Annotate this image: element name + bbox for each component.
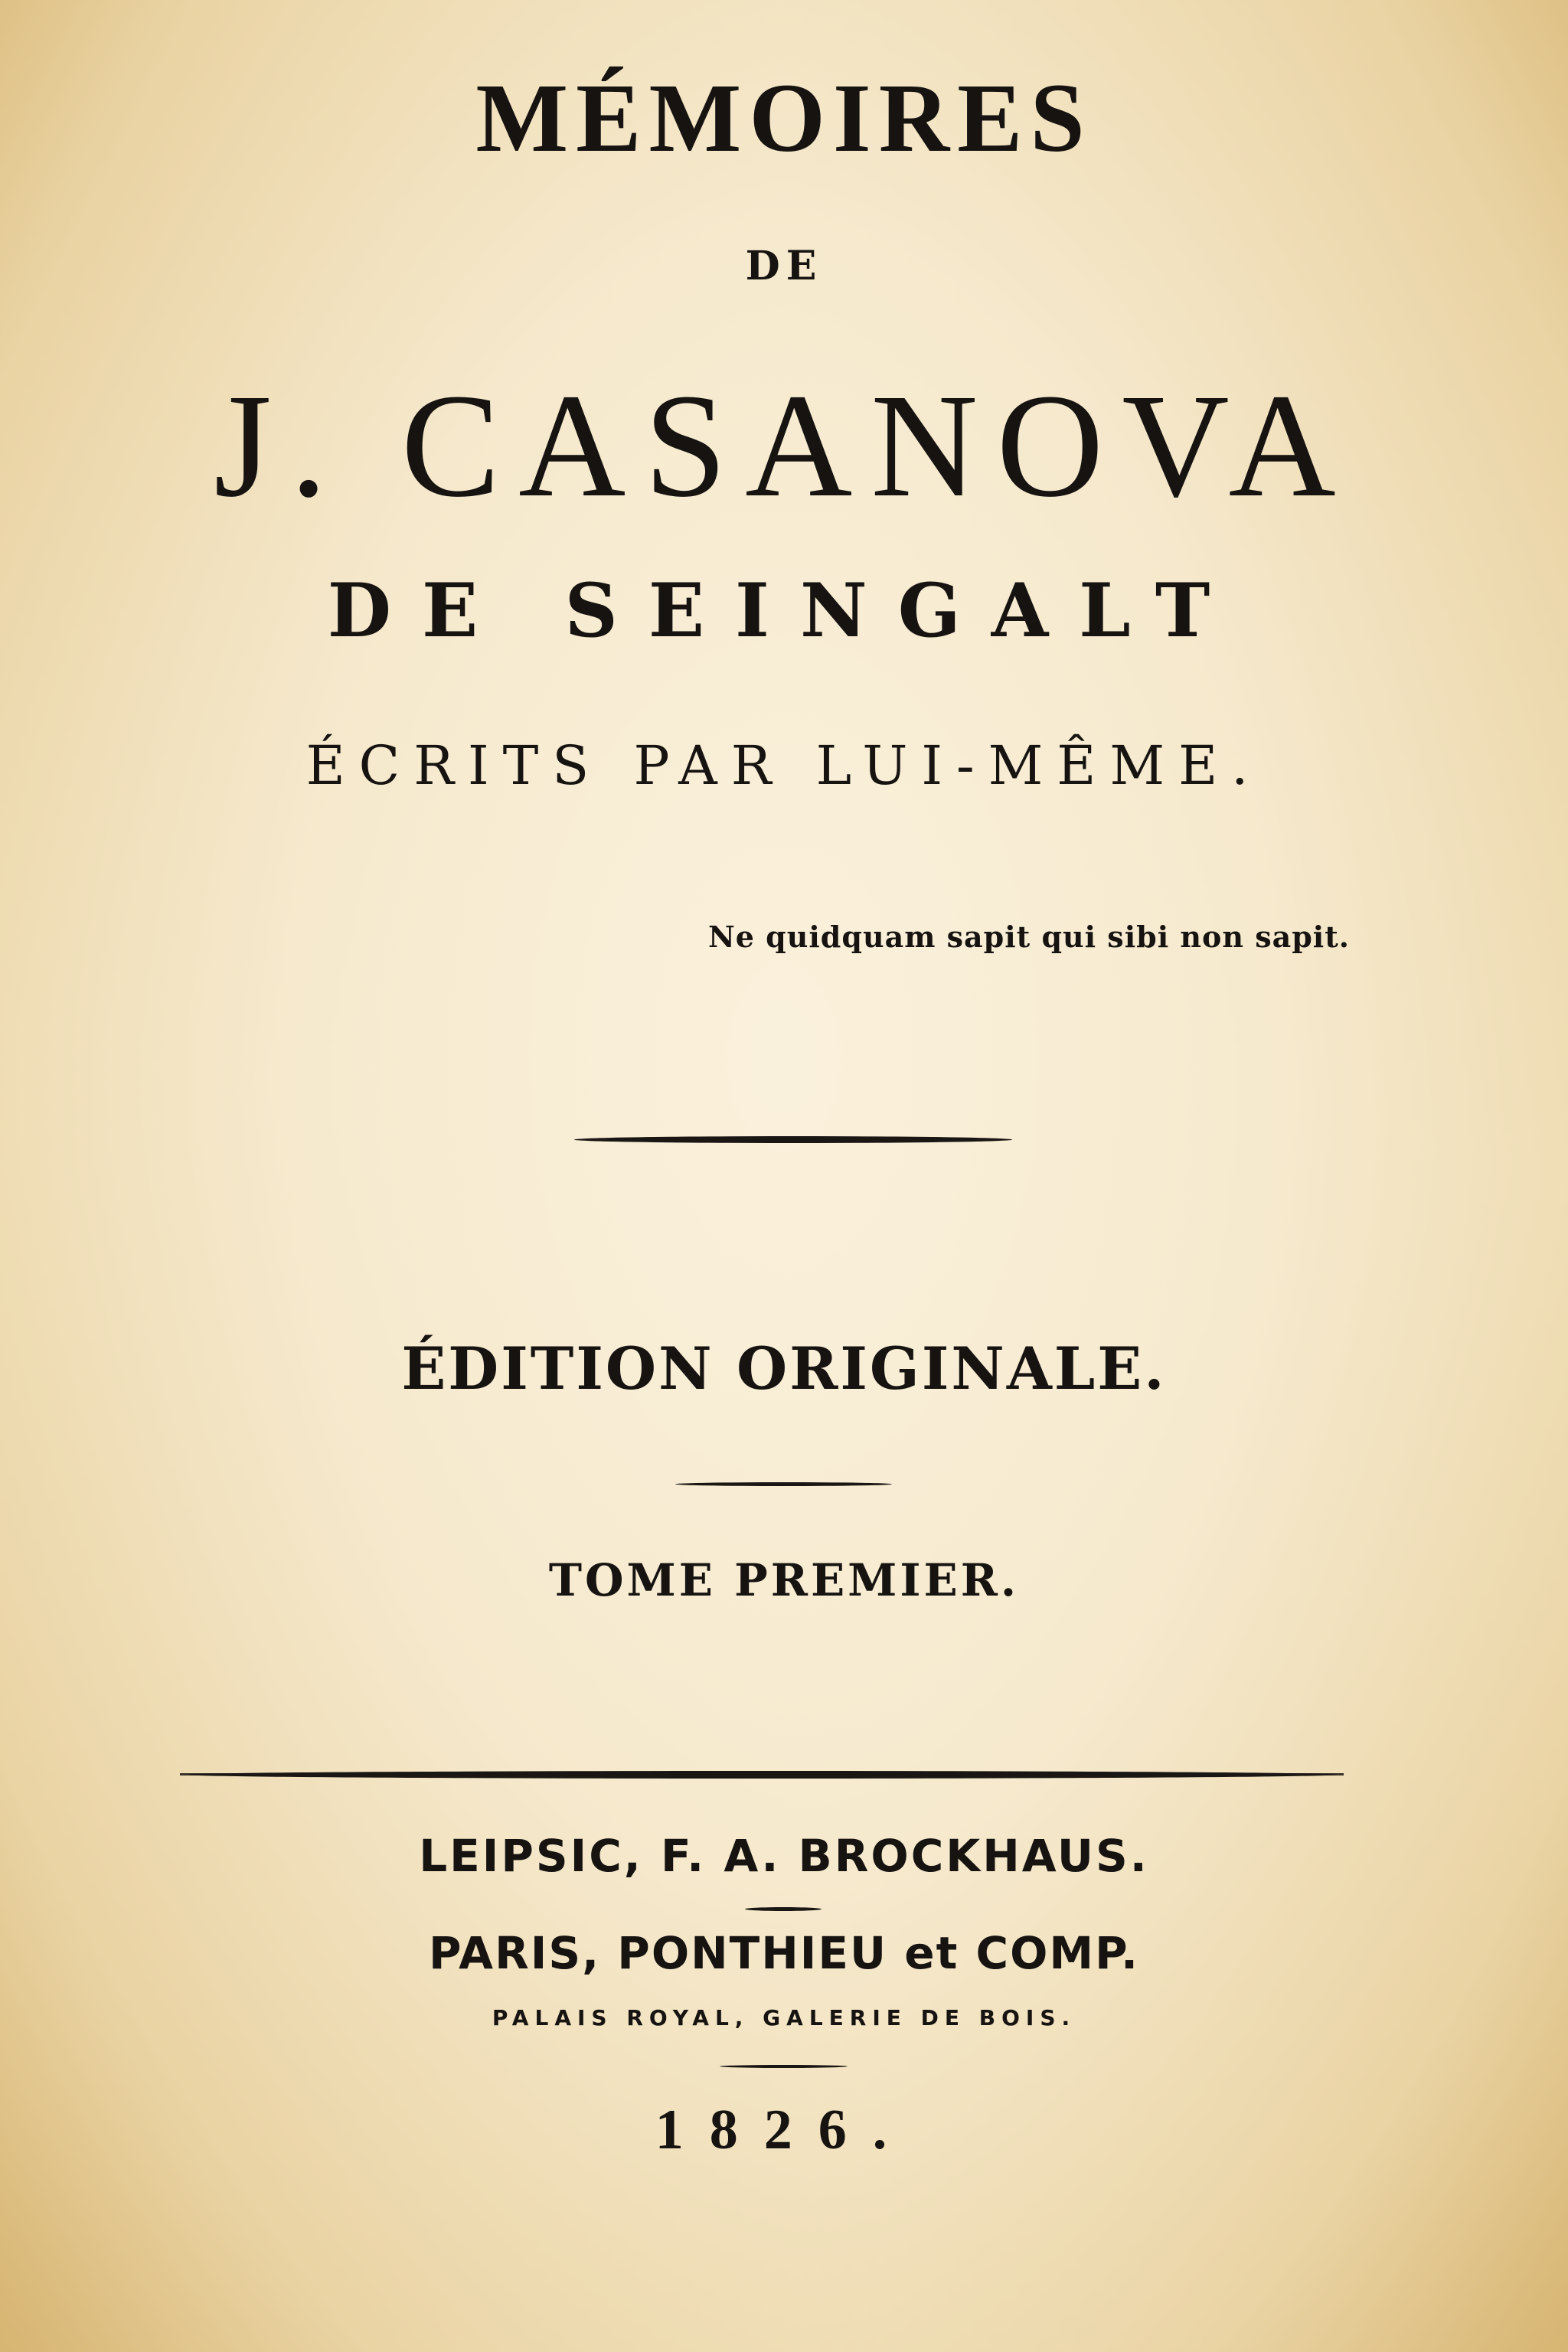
divider-rule-short bbox=[745, 1907, 822, 1911]
divider-rule-long bbox=[188, 1771, 1336, 1779]
title-connector: DE bbox=[745, 243, 823, 289]
author-title: DE SEINGALT bbox=[327, 567, 1241, 654]
divider-rule bbox=[675, 1482, 892, 1486]
divider-rule-short bbox=[720, 2065, 848, 2068]
publisher-leipzig: LEIPSIC, F. A. BROCKHAUS. bbox=[419, 1830, 1149, 1882]
publication-year: 1826. bbox=[655, 2099, 913, 2161]
latin-motto: Ne quidquam sapit qui sibi non sapit. bbox=[708, 920, 1350, 954]
volume-line: TOME PREMIER. bbox=[548, 1554, 1020, 1606]
edition-line: ÉDITION ORIGINALE. bbox=[401, 1334, 1167, 1403]
author-name: J. CASANOVA bbox=[214, 363, 1354, 528]
divider-rule bbox=[574, 1136, 1012, 1143]
publisher-address: PALAIS ROYAL, GALERIE DE BOIS. bbox=[492, 2005, 1076, 2030]
publisher-paris: PARIS, PONTHIEU et COMP. bbox=[429, 1927, 1139, 1979]
book-title: MÉMOIRES bbox=[475, 64, 1093, 172]
subtitle: ÉCRITS PAR LUI-MÊME. bbox=[305, 734, 1263, 797]
